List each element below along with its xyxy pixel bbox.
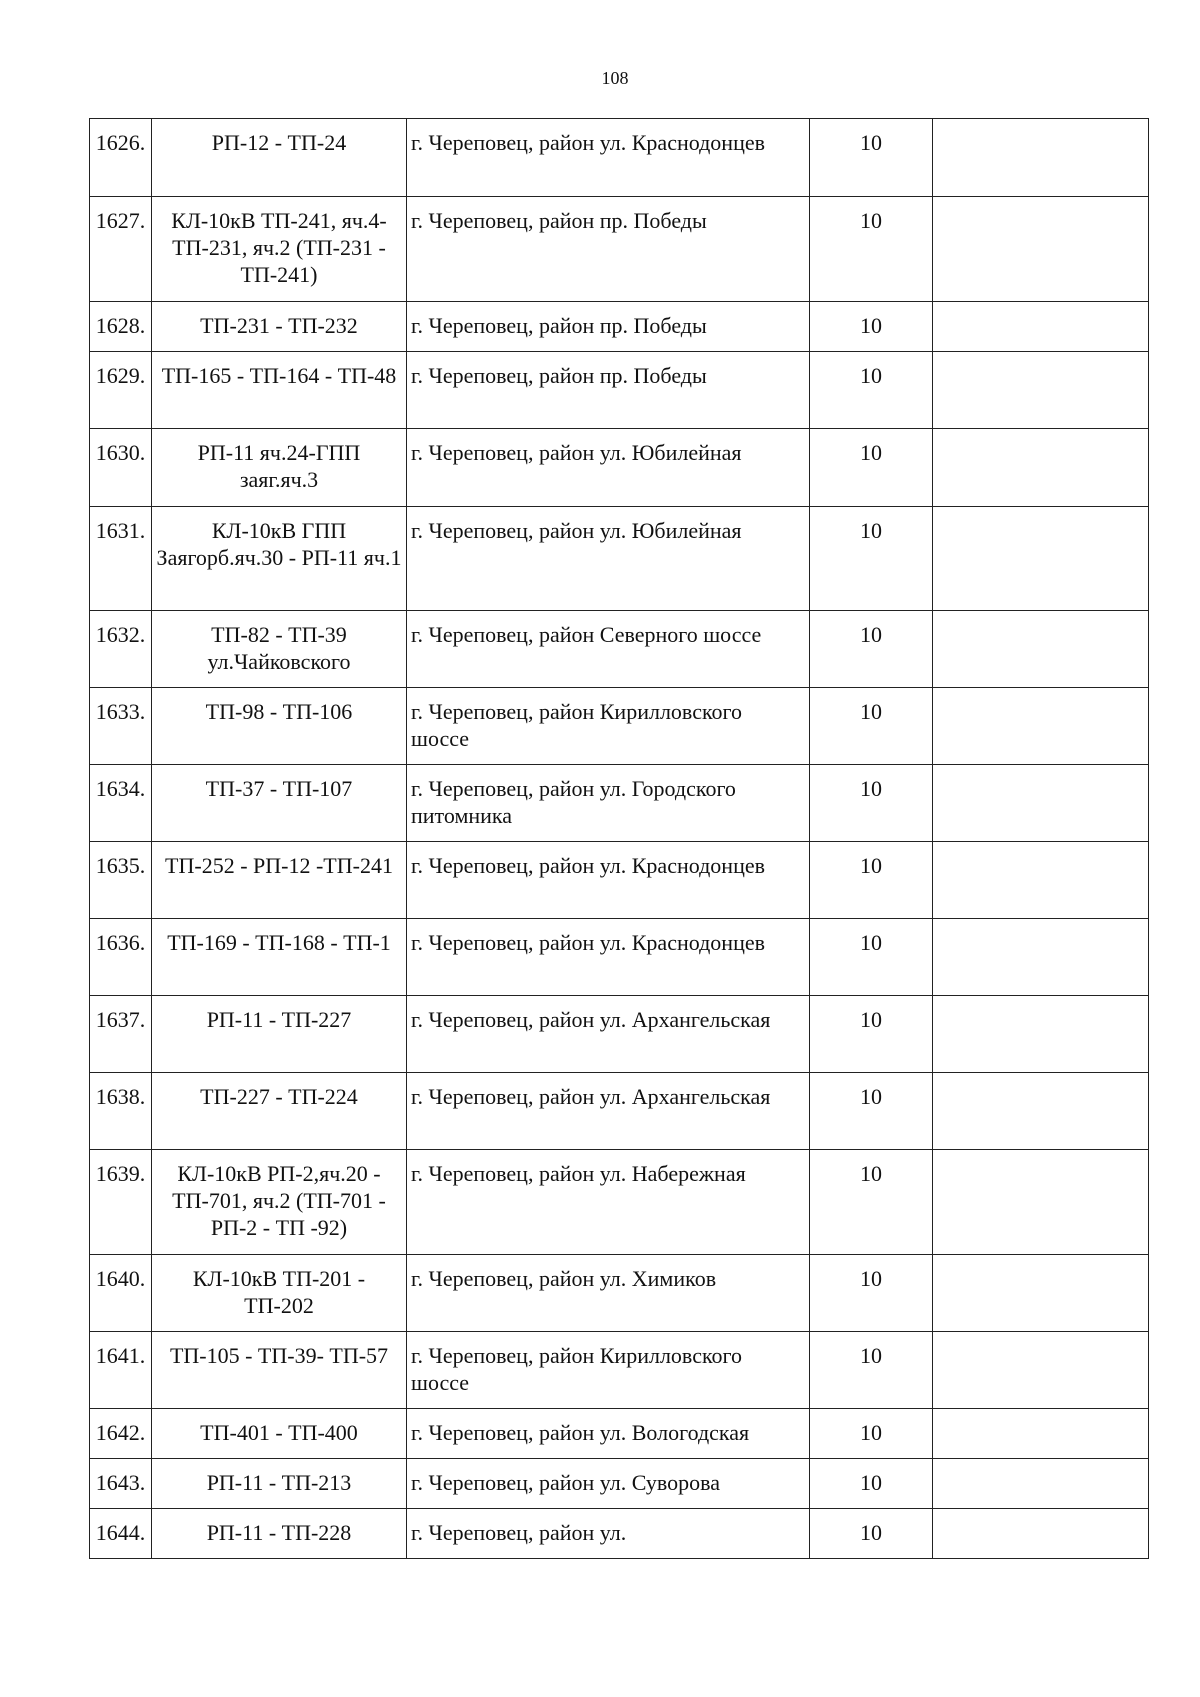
line-voltage: 10 xyxy=(810,119,933,197)
line-voltage: 10 xyxy=(810,1332,933,1409)
line-name: ТП-98 - ТП-106 xyxy=(152,688,407,765)
line-name: ТП-37 - ТП-107 xyxy=(152,765,407,842)
row-number: 1636. xyxy=(90,919,152,996)
table-row xyxy=(90,1255,1149,1332)
line-address: г. Череповец, район ул. Городского питомника xyxy=(407,765,810,842)
table-row xyxy=(90,507,1149,611)
line-voltage: 10 xyxy=(810,1509,933,1559)
row-number: 1641. xyxy=(90,1332,152,1409)
line-address: г. Череповец, район ул. Краснодонцев xyxy=(407,842,810,919)
line-voltage: 10 xyxy=(810,1255,933,1332)
line-address: г. Череповец, район ул. Суворова xyxy=(407,1459,810,1509)
line-name: РП-11 - ТП-227 xyxy=(152,996,407,1073)
row-number: 1627. xyxy=(90,197,152,302)
line-extra xyxy=(933,119,1149,197)
row-number: 1626. xyxy=(90,119,152,197)
line-name: ТП-231 - ТП-232 xyxy=(152,302,407,352)
line-extra xyxy=(933,1073,1149,1150)
line-name: ТП-82 - ТП-39 ул.Чайковского xyxy=(152,611,407,688)
line-name: ТП-227 - ТП-224 xyxy=(152,1073,407,1150)
table-row xyxy=(90,1409,1149,1459)
table-row xyxy=(90,119,1149,197)
row-number: 1632. xyxy=(90,611,152,688)
line-address: г. Череповец, район ул. Вологодская xyxy=(407,1409,810,1459)
row-number: 1633. xyxy=(90,688,152,765)
line-name: ТП-401 - ТП-400 xyxy=(152,1409,407,1459)
line-voltage: 10 xyxy=(810,507,933,611)
line-address: г. Череповец, район ул. Юбилейная xyxy=(407,507,810,611)
line-extra xyxy=(933,352,1149,429)
line-address: г. Череповец, район Кирилловского шоссе xyxy=(407,688,810,765)
table-row xyxy=(90,1459,1149,1509)
line-address: г. Череповец, район ул. Юбилейная xyxy=(407,429,810,507)
row-number: 1635. xyxy=(90,842,152,919)
table-row xyxy=(90,842,1149,919)
line-extra xyxy=(933,302,1149,352)
line-name: РП-12 - ТП-24 xyxy=(152,119,407,197)
table-row xyxy=(90,688,1149,765)
line-voltage: 10 xyxy=(810,1150,933,1255)
table-row xyxy=(90,429,1149,507)
page-number: 108 xyxy=(601,68,629,88)
line-extra xyxy=(933,996,1149,1073)
line-extra xyxy=(933,611,1149,688)
table-row xyxy=(90,919,1149,996)
line-address: г. Череповец, район ул. Набережная xyxy=(407,1150,810,1255)
line-name: ТП-169 - ТП-168 - ТП-1 xyxy=(152,919,407,996)
line-name: КЛ-10кВ РП-2,яч.20 - ТП-701, яч.2 (ТП-701 - РП-2 - ТП -92) xyxy=(152,1150,407,1255)
line-address: г. Череповец, район ул. Химиков xyxy=(407,1255,810,1332)
line-name: РП-11 яч.24-ГПП заяг.яч.3 xyxy=(152,429,407,507)
line-extra xyxy=(933,1459,1149,1509)
row-number: 1642. xyxy=(90,1409,152,1459)
line-voltage: 10 xyxy=(810,1409,933,1459)
line-address: г. Череповец, район Северного шоссе xyxy=(407,611,810,688)
row-number: 1629. xyxy=(90,352,152,429)
line-extra xyxy=(933,197,1149,302)
table-row xyxy=(90,1150,1149,1255)
line-name: РП-11 - ТП-213 xyxy=(152,1459,407,1509)
line-extra xyxy=(933,1332,1149,1409)
row-number: 1639. xyxy=(90,1150,152,1255)
line-extra xyxy=(933,1409,1149,1459)
row-number: 1637. xyxy=(90,996,152,1073)
line-address: г. Череповец, район пр. Победы xyxy=(407,352,810,429)
table-row xyxy=(90,1509,1149,1559)
row-number: 1628. xyxy=(90,302,152,352)
line-voltage: 10 xyxy=(810,1073,933,1150)
line-address: г. Череповец, район ул. xyxy=(407,1509,810,1559)
line-extra xyxy=(933,1509,1149,1559)
line-extra xyxy=(933,919,1149,996)
row-number: 1644. xyxy=(90,1509,152,1559)
row-number: 1631. xyxy=(90,507,152,611)
line-name: КЛ-10кВ ТП-241, яч.4-ТП-231, яч.2 (ТП-231 - ТП-241) xyxy=(152,197,407,302)
line-voltage: 10 xyxy=(810,197,933,302)
line-extra xyxy=(933,429,1149,507)
table-row xyxy=(90,302,1149,352)
line-address: г. Череповец, район пр. Победы xyxy=(407,197,810,302)
table-row xyxy=(90,996,1149,1073)
row-number: 1634. xyxy=(90,765,152,842)
row-number: 1640. xyxy=(90,1255,152,1332)
table-row xyxy=(90,1332,1149,1409)
line-name: КЛ-10кВ ТП-201 - ТП-202 xyxy=(152,1255,407,1332)
line-address: г. Череповец, район пр. Победы xyxy=(407,302,810,352)
line-name: ТП-165 - ТП-164 - ТП-48 xyxy=(152,352,407,429)
line-extra xyxy=(933,842,1149,919)
line-voltage: 10 xyxy=(810,352,933,429)
line-address: г. Череповец, район Кирилловского шоссе xyxy=(407,1332,810,1409)
line-voltage: 10 xyxy=(810,302,933,352)
line-extra xyxy=(933,765,1149,842)
line-extra xyxy=(933,507,1149,611)
line-voltage: 10 xyxy=(810,611,933,688)
line-voltage: 10 xyxy=(810,429,933,507)
line-voltage: 10 xyxy=(810,919,933,996)
line-address: г. Череповец, район ул. Архангельская xyxy=(407,996,810,1073)
line-voltage: 10 xyxy=(810,1459,933,1509)
table-row xyxy=(90,352,1149,429)
line-voltage: 10 xyxy=(810,688,933,765)
line-extra xyxy=(933,1255,1149,1332)
line-name: ТП-105 - ТП-39- ТП-57 xyxy=(152,1332,407,1409)
table-row xyxy=(90,1073,1149,1150)
line-voltage: 10 xyxy=(810,765,933,842)
line-address: г. Череповец, район ул. Архангельская xyxy=(407,1073,810,1150)
line-address: г. Череповец, район ул. Краснодонцев xyxy=(407,119,810,197)
row-number: 1630. xyxy=(90,429,152,507)
registry-table xyxy=(89,118,1149,1559)
row-number: 1638. xyxy=(90,1073,152,1150)
table-row xyxy=(90,611,1149,688)
line-voltage: 10 xyxy=(810,996,933,1073)
row-number: 1643. xyxy=(90,1459,152,1509)
line-name: РП-11 - ТП-228 xyxy=(152,1509,407,1559)
line-address: г. Череповец, район ул. Краснодонцев xyxy=(407,919,810,996)
table-row xyxy=(90,197,1149,302)
line-extra xyxy=(933,1150,1149,1255)
line-name: КЛ-10кВ ГПП Заягорб.яч.30 - РП-11 яч.1 xyxy=(152,507,407,611)
line-name: ТП-252 - РП-12 -ТП-241 xyxy=(152,842,407,919)
table-row xyxy=(90,765,1149,842)
line-voltage: 10 xyxy=(810,842,933,919)
line-extra xyxy=(933,688,1149,765)
